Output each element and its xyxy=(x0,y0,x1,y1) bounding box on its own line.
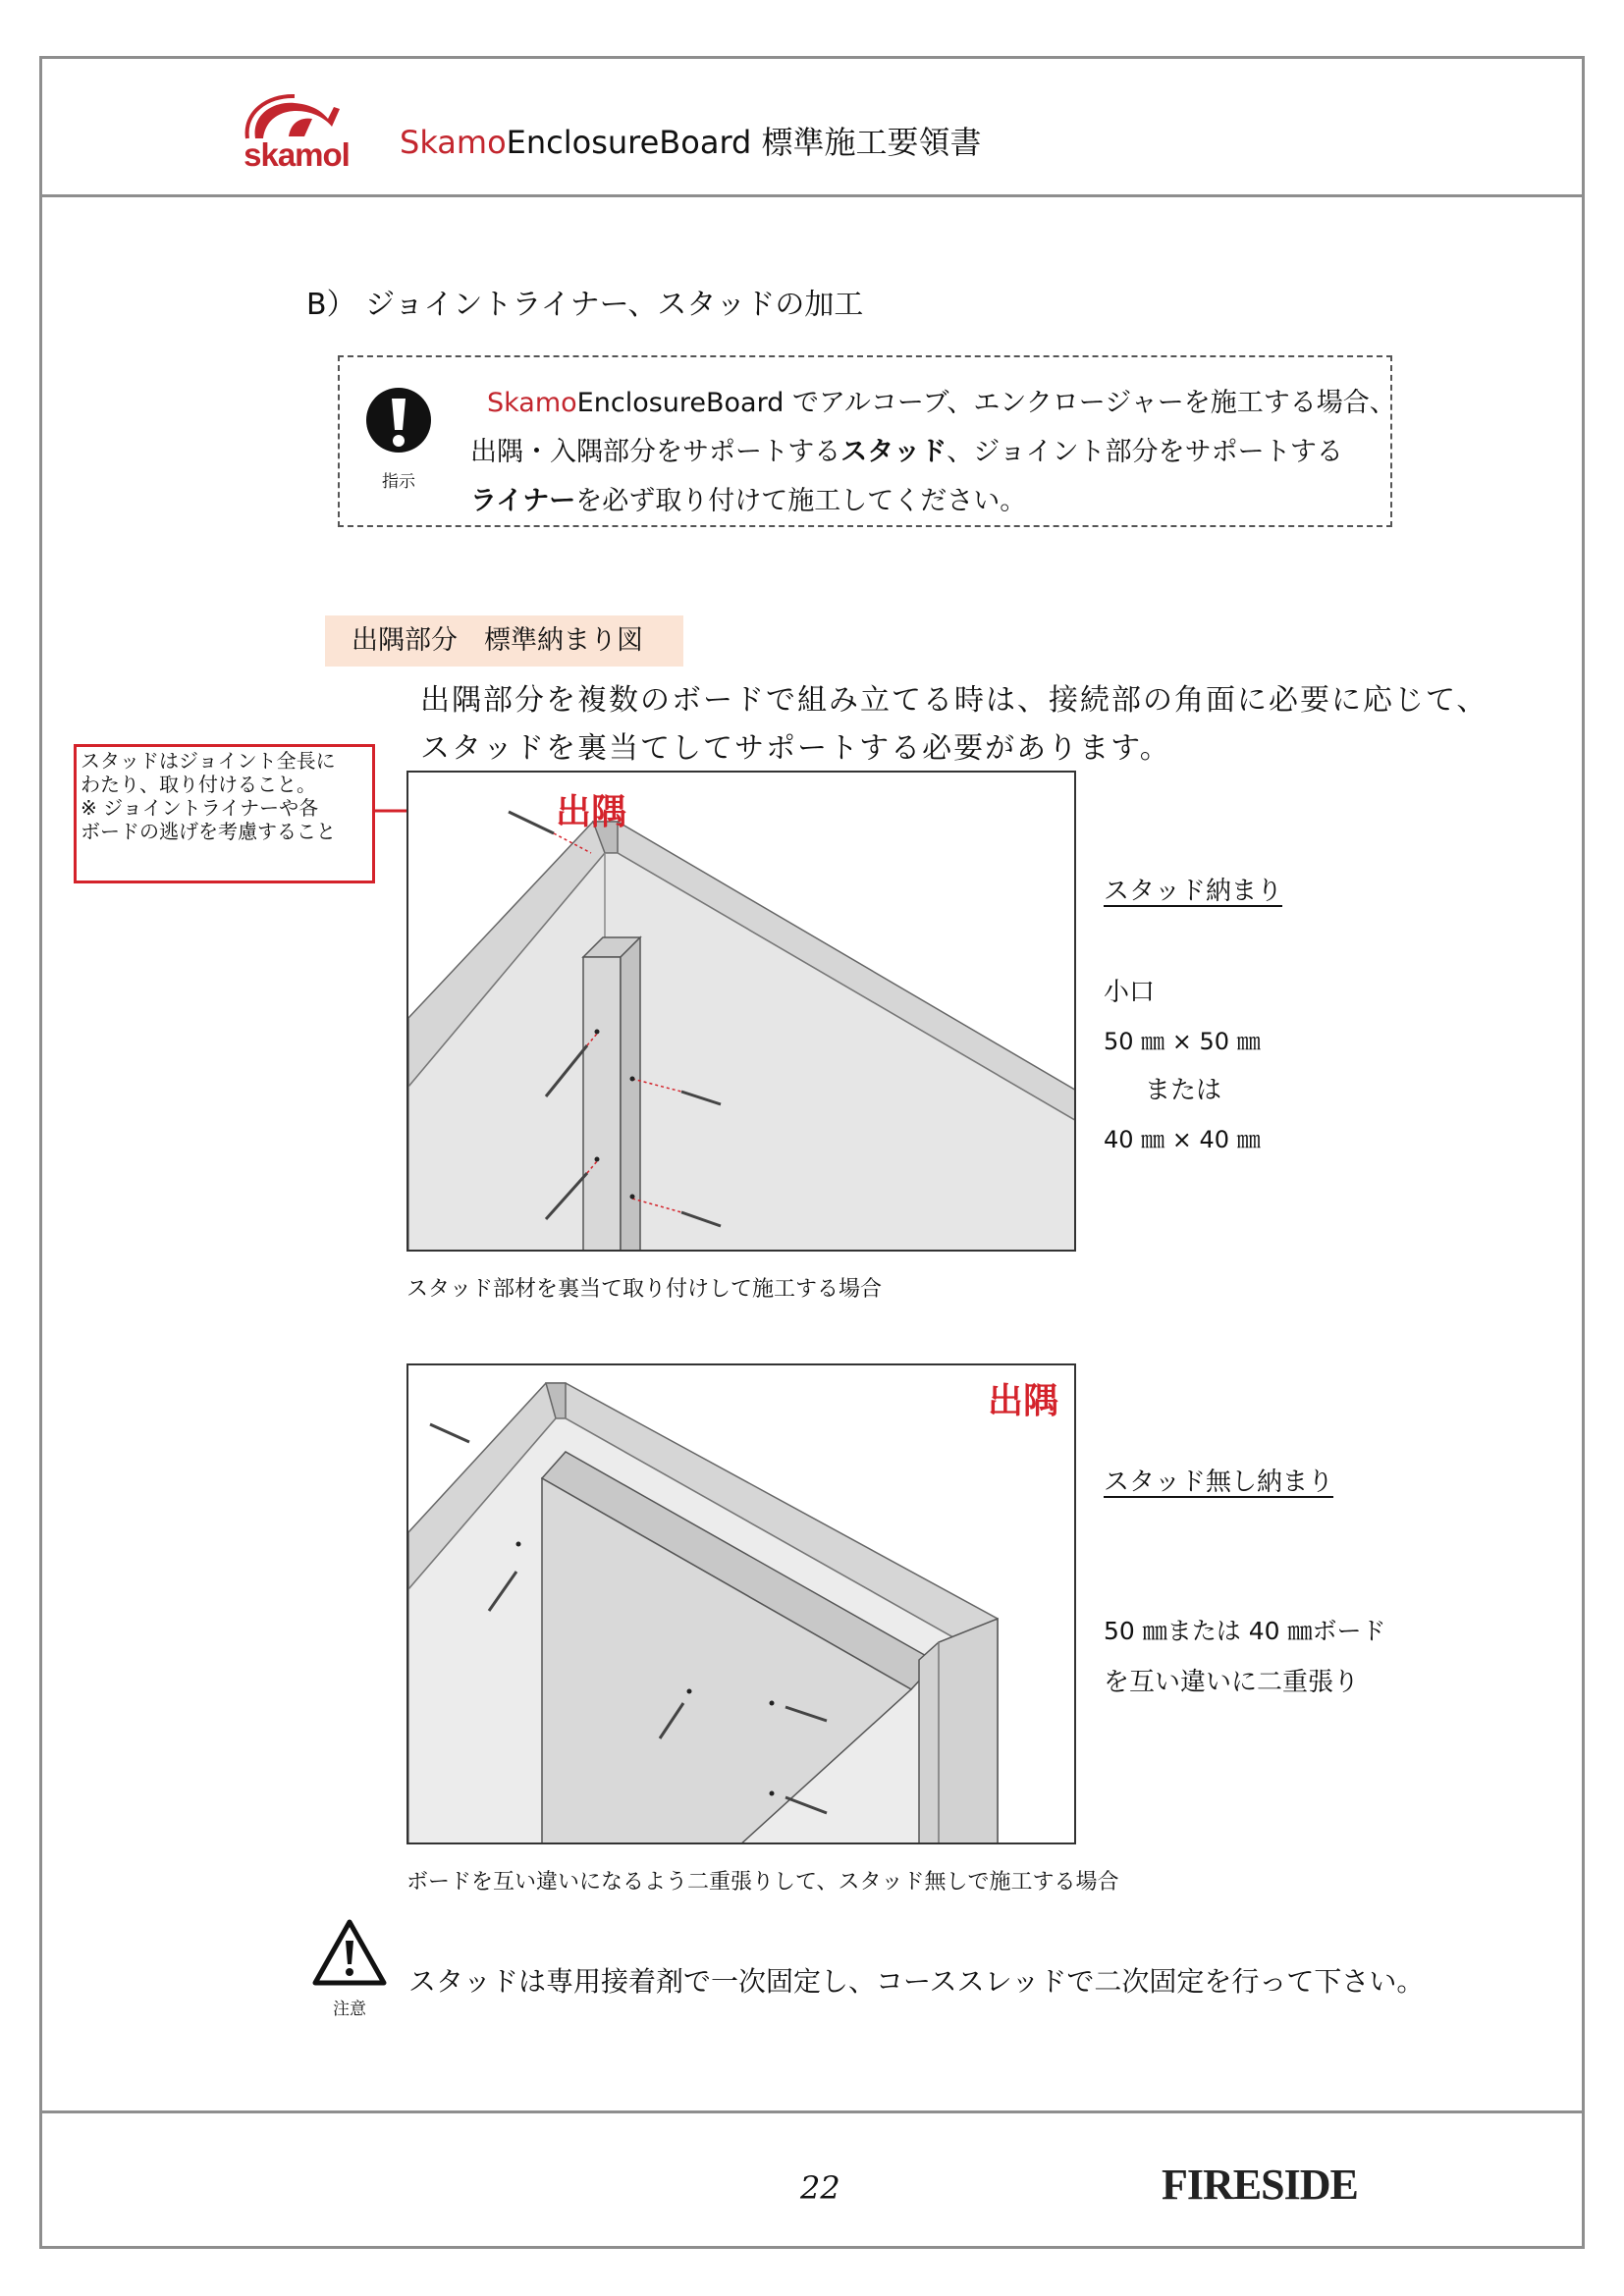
stud-spec-b: 40 ㎜ × 40 ㎜ xyxy=(1104,1126,1261,1153)
no-stud-diagram xyxy=(406,1363,1076,1844)
logo-text: skamol xyxy=(244,136,350,173)
caution-icon-label: 注意 xyxy=(333,2000,366,2019)
notice-brand: Skamo xyxy=(487,388,577,418)
figure-tag: 出隅部分 標準納まり図 xyxy=(325,615,683,667)
section-heading: B） ジョイントライナー、スタッドの加工 xyxy=(306,288,864,322)
no-stud-diagram-title: スタッド無し納まり xyxy=(1104,1468,1334,1497)
skamol-logo xyxy=(234,93,359,182)
logo-mark-icon xyxy=(234,93,359,142)
callout-line: わたり、取り付けること。 xyxy=(81,773,316,796)
instruction-icon-label: 指示 xyxy=(382,472,415,492)
stud-callout xyxy=(74,744,375,883)
exclamation-icon xyxy=(365,387,432,465)
notice-line-1-text: EnclosureBoard でアルコーブ、エンクロージャーを施工する場合、 xyxy=(576,388,1396,418)
company-logo: FIRESIDE xyxy=(1162,2161,1358,2209)
header-divider xyxy=(39,194,1585,197)
corner-label: 出隅 xyxy=(988,1381,1059,1421)
notice-liner-emphasis: ライナー xyxy=(470,486,576,516)
page-number: 22 xyxy=(800,2169,840,2207)
notice-line-3 xyxy=(470,479,1026,517)
stud-diagram-title: スタッド納まり xyxy=(1104,877,1283,906)
caution-text: スタッドは専用接着剤で一次固定し、コーススレッドで二次固定を行って下さい。 xyxy=(408,1965,1425,1998)
figure-description-1: 出隅部分を複数のボードで組み立てる時は、接続部の角面に必要に応じて、 xyxy=(420,683,1489,718)
stud-spec-a: 50 ㎜ × 50 ㎜ xyxy=(1104,1028,1261,1055)
notice-line-2 xyxy=(470,430,1343,468)
stud-spec-label: 小口 xyxy=(1104,978,1156,1007)
title-brand: Skamo xyxy=(400,124,507,161)
notice-stud-emphasis: スタッド xyxy=(840,437,947,467)
warning-triangle-icon xyxy=(312,1919,387,1986)
instruction-notice xyxy=(338,355,1396,527)
notice-line-3-b: を必ず取り付けて施工してください。 xyxy=(575,486,1027,516)
no-stud-illustration xyxy=(408,1365,1076,1844)
callout-line: ※ ジョイントライナーや各 xyxy=(81,796,319,820)
stud-diagram xyxy=(406,771,1076,1252)
stud-illustration xyxy=(408,773,1076,1252)
stud-diagram-caption: スタッド部材を裏当て取り付けして施工する場合 xyxy=(406,1277,883,1302)
callout-line: スタッドはジョイント全長に xyxy=(81,749,336,773)
notice-line-1 xyxy=(487,381,1396,419)
no-stud-desc-1: 50 ㎜または 40 ㎜ボード xyxy=(1104,1617,1386,1645)
callout-line: ボードの逃げを考慮すること xyxy=(81,820,336,843)
corner-label: 出隅 xyxy=(556,792,627,832)
notice-line-2-c: 、ジョイント部分をサポートする xyxy=(947,437,1343,467)
figure-description-2: スタッドを裏当てしてサポートする必要があります。 xyxy=(420,731,1171,766)
title-rest: EnclosureBoard 標準施工要領書 xyxy=(506,124,982,161)
footer-divider xyxy=(39,2110,1585,2113)
document-title xyxy=(400,118,982,163)
no-stud-desc-2: を互い違いに二重張り xyxy=(1104,1668,1360,1697)
notice-line-2-a: 出隅・入隅部分をサポートする xyxy=(470,437,841,467)
no-stud-diagram-caption: ボードを互い違いになるよう二重張りして、スタッド無しで施工する場合 xyxy=(406,1870,1119,1895)
stud-spec-or: または xyxy=(1145,1076,1222,1105)
